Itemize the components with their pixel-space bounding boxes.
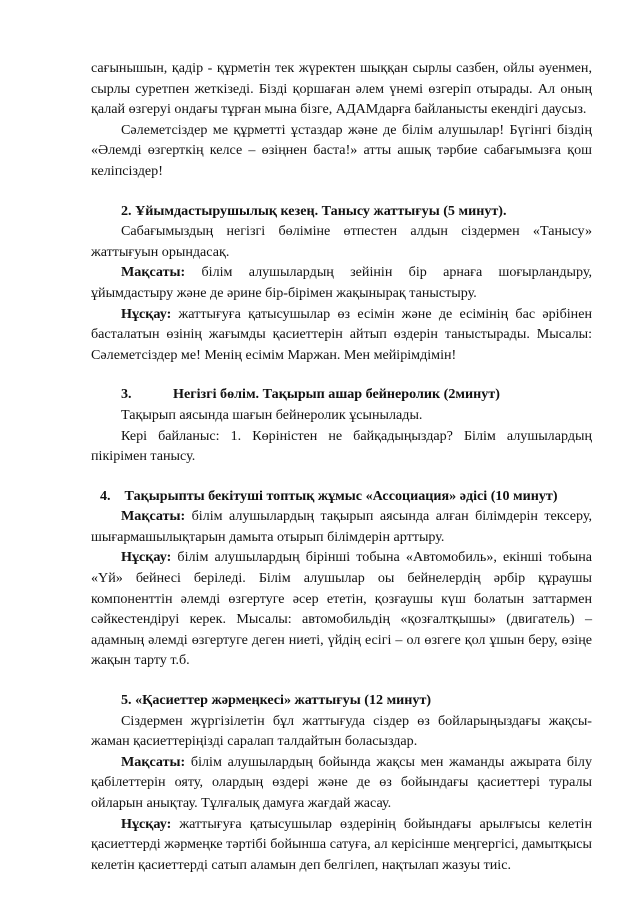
section-2-goal: Мақсаты: білім алушылардың зейінін бір арнаға шоғырландыру, ұйымдастыру және де әрине бір-бірімен жақынырақ таныстыру. [91, 264, 592, 301]
section-2-heading: 2. Ұйымдастырушылық кезең. Танысу жаттығуы (5 минут). [121, 202, 507, 219]
section-3-paragraph: Тақырып аясында шағын бейнеролик ұсынылады. [121, 406, 423, 423]
section-2-paragraph: Сабағымыздың негізгі бөліміне өтпестен алдын сіздермен «Танысу» жаттығуын орындасақ. [91, 223, 592, 260]
section-5-paragraph: Сіздермен жүргізілетін бұл жаттығуда сіздер өз бойларыңыздағы жақсы-жаман қасиеттеріңізді саралап талдайтын боласыздар. [91, 712, 592, 750]
section-2-instruction: Нұсқау: жаттығуға қатысушылар өз есімін және де есімінің бас әрібінен басталатын өзінің жағымды қасиеттерін айтып өздерін таныстырады. Мысалы: Сәлеметсіздер ме! Менің есімім Маржан. Мен мейірімдімін! [91, 305, 592, 363]
greeting-paragraph: Сәлеметсіздер ме құрметті ұстаздар және де білім алушылар! Бүгінгі біздің «Әлемді өзгерткің келсе – өзіңнен баста!» атты ашық тәрбие сабағымызға қош келіпсіздер! [91, 121, 592, 179]
section-3-feedback: Кері байланыс: 1. Көріністен не байқадыңыздар? Білім алушылардың пікірімен танысу. [91, 427, 592, 465]
section-5-heading: 5. «Қасиеттер жәрмеңкесі» жаттығуы (12 минут) [121, 692, 432, 709]
section-4-goal: Мақсаты: білім алушылардың тақырып аясында алған білімдерін тексеру, шығармашылықтарын дамыта отырып білімдерін арттыру. [91, 508, 592, 545]
section-4-instruction: Нұсқау: білім алушылардың біріншi тобына «Автомобиль», екінші тобына «Үй» бейнесі беріледі. Білім алушылар оы бейнелердің әрбір құраушы компоненттін әлемді өзгертуге әсер ететін, қозғаушы күш болатын заттармен сәйкестендіруі керек. Мысалы: автомобильдің «қозғалтқышы» (двигатель) – адамның әлемді өзгертуге деген ниеті, үйдің есігі – ол өзгеге қол ұшын беру, өзіңе жақын тарту т.б. [91, 549, 592, 669]
section-4-heading: 4. Тақырыпты бекітуші топтық жұмыс «Ассоциация» әдісі (10 минут) [100, 487, 558, 504]
section-5-instruction: Нұсқау: жаттығуға қатысушылар өздерінің бойындағы арылғысы келетін қасиеттерді жәрмеңке тәртібі бойынша сатуға, ал керісінше меңгергісі, дамытқысы келетін қасиеттерді сатып аламын деп белгілеп, нақтылап жазуы тиіс. [91, 815, 592, 873]
section-3-heading: 3. Негізгі бөлім. Тақырып ашар бейнеролик (2минут) [121, 386, 500, 403]
section-5-goal: Мақсаты: білім алушылардың бойында жақсы мен жаманды ажырата білу қабілеттерін ояту, олардың өздері және де өз бойындағы қасиеттері туралы ойларын анықтау. Тұлғалық дамуға жағдай жасау. [91, 753, 592, 811]
intro-paragraph: сағынышын, қадір - құрметін тек жүректен шыққан сырлы сазбен, ойлы әуенмен, сырлы суретпен жеткізеді. Бізді қоршаған әлем үнемі өзгеріп отырады. Ал оның қалай өзгеруі ондағы тұрған мына бізге, АДАМдарға байланысты екендігі даусыз. [91, 60, 592, 118]
